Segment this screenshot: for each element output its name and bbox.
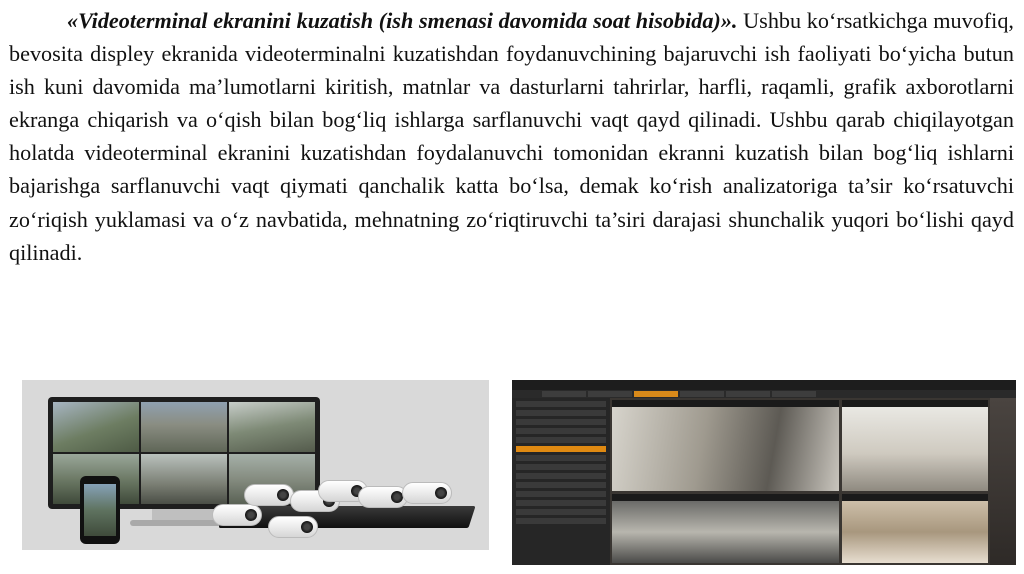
cctv-camera-icon [268, 516, 318, 538]
vms-sidebar-row [516, 473, 606, 479]
camera-feed [141, 454, 227, 504]
vms-tab-bar [512, 390, 1016, 398]
vms-sidebar-row [516, 401, 606, 407]
cctv-camera-icon [358, 486, 408, 508]
vms-camera-grid [612, 400, 988, 563]
vms-tab-active [634, 391, 678, 397]
vms-sidebar-row-highlight [516, 446, 606, 452]
vms-camera-view [612, 494, 839, 563]
cctv-camera-icon [244, 484, 294, 506]
vms-title-bar [512, 380, 1016, 390]
vms-sidebar-row [516, 437, 606, 443]
camera-feed [53, 402, 139, 452]
vms-tab [542, 391, 586, 397]
vms-sidebar-row [516, 410, 606, 416]
cctv-camera-icon [212, 504, 262, 526]
vms-sidebar-row [516, 455, 606, 461]
vms-tab [588, 391, 632, 397]
vms-camera-view [612, 400, 839, 491]
camera-feed [229, 402, 315, 452]
vms-sidebar-row [516, 482, 606, 488]
vms-tab [772, 391, 816, 397]
vms-sidebar-row [516, 428, 606, 434]
vms-tab [680, 391, 724, 397]
vms-sidebar [512, 398, 610, 565]
paragraph-lead: «Videoterminal ekranini kuzatish (ish smenasi davomida soat hisobida)». [67, 8, 738, 33]
vms-sidebar-row [516, 509, 606, 515]
vms-sidebar-row [516, 500, 606, 506]
vms-sidebar-row [516, 518, 606, 524]
cctv-camera-icon [402, 482, 452, 504]
vms-camera-view [842, 494, 988, 563]
camera-feed [141, 402, 227, 452]
vms-background-edge [990, 398, 1016, 565]
vms-sidebar-row [516, 464, 606, 470]
video-management-screenshot [512, 380, 1016, 565]
vms-camera-view [842, 400, 988, 491]
smartphone-illustration [80, 476, 120, 544]
body-paragraph [9, 4, 1014, 269]
vms-tab [726, 391, 770, 397]
paragraph-body: Ushbu ko‘rsatkichga muvofiq, bevosita displey ekranida videoterminalni kuzatishdan foydanuvchining bajaruvchi ish faoliyati bo‘yicha butun ish kuni davomida ma’lumotlarni kiritish, matnlar va dasturlarni tahrirlar, harfli, raqamli, grafik axborotlarni ekranga chiqarish va o‘qish bilan bog‘liq ishlarga sarflanuvchi vaqt qayd qilinadi. Ushbu qarab chiqilayotgan holatda videoterminal ekranini kuzatishdan foydalanuvchi tomonidan ekranni kuzatish bilan bog‘liq ishlarni bajarishga sarflanuvchi vaqt qiymati qanchalik katta bo‘lsa, demak ko‘rish analizatoriga ta’sir ko‘rsatuvchi zo‘riqish yuklamasi va o‘z navbatida, mehnatning zo‘riqtiruvchi ta’siri darajasi shunchalik yuqori bo‘lishi qayd qilinadi. [9, 8, 1014, 265]
vms-sidebar-row [516, 419, 606, 425]
vms-sidebar-row [516, 491, 606, 497]
cctv-kit-photo [22, 380, 489, 550]
